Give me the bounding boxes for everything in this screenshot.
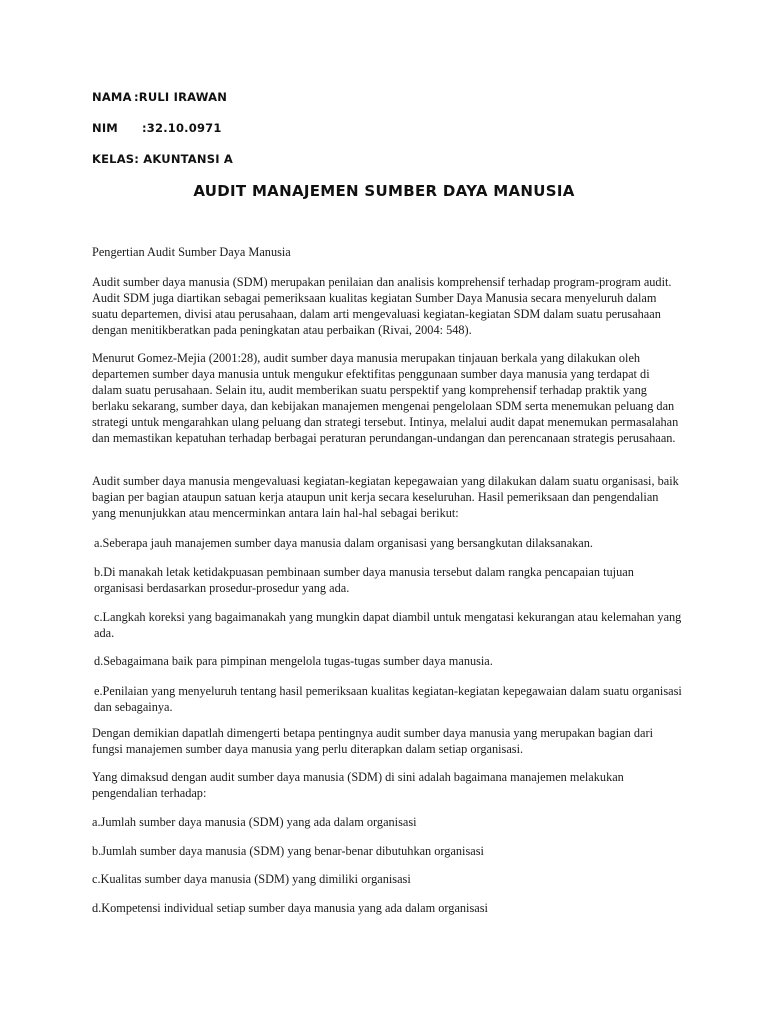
student-name-line bbox=[92, 90, 227, 104]
list-item-e: e.Penilaian yang menyeluruh tentang hasil pemeriksaan kualitas kegiatan-kegiatan kepegawaian dalam suatu organisasi dan sebagainya. bbox=[94, 684, 682, 714]
list-item-d: d.Sebagaimana baik para pimpinan mengelola tugas-tugas sumber daya manusia. bbox=[94, 654, 493, 668]
control-item-c: c.Kualitas sumber daya manusia (SDM) yang dimiliki organisasi bbox=[92, 872, 411, 886]
nim-value: :32.10.0971 bbox=[142, 121, 222, 135]
list-item-a: a.Seberapa jauh manajemen sumber daya manusia dalam organisasi yang bersangkutan dilaksanakan. bbox=[94, 536, 593, 550]
list-item-c: c.Langkah koreksi yang bagaimanakah yang mungkin dapat diambil untuk mengatasi kekurangan atau kelemahan yang ada. bbox=[94, 610, 682, 640]
class-value: : AKUNTANSI A bbox=[134, 152, 233, 166]
control-item-b: b.Jumlah sumber daya manusia (SDM) yang benar-benar dibutuhkan organisasi bbox=[92, 844, 484, 858]
paragraph-evaluation: Audit sumber daya manusia mengevaluasi kegiatan-kegiatan kepegawaian yang dilakukan dalam suatu organisasi, baik bagian per bagian ataupun satuan kerja ataupun unit kerja secara keseluruhan. Hasil pemeriksaan dan pengendalian yang menunjukkan atau mencerminkan antara lain hal-hal sebagai berikut: bbox=[92, 474, 679, 520]
section-heading: Pengertian Audit Sumber Daya Manusia bbox=[92, 245, 291, 259]
control-item-d: d.Kompetensi individual setiap sumber daya manusia yang ada dalam organisasi bbox=[92, 901, 488, 915]
control-item-a: a.Jumlah sumber daya manusia (SDM) yang ada dalam organisasi bbox=[92, 815, 417, 829]
class-label: KELAS bbox=[92, 152, 135, 166]
list-item-b: b.Di manakah letak ketidakpuasan pembinaan sumber daya manusia tersebut dalam rangka pencapaian tujuan organisasi berdasarkan prosedur-prosedur yang ada. bbox=[94, 565, 634, 595]
paragraph-control: Yang dimaksud dengan audit sumber daya manusia (SDM) di sini adalah bagaimana manajemen melakukan pengendalian terhadap: bbox=[92, 770, 624, 800]
student-nim-line bbox=[92, 121, 222, 135]
name-label: NAMA bbox=[92, 90, 132, 104]
document-title: AUDIT MANAJEMEN SUMBER DAYA MANUSIA bbox=[193, 182, 575, 200]
student-class-line bbox=[92, 152, 233, 166]
paragraph-definition: Audit sumber daya manusia (SDM) merupakan penilaian dan analisis komprehensif terhadap program-program audit. Audit SDM juga diartikan sebagai pemeriksaan kualitas kegiatan Sumber Daya Manusia secara menyeluruh dalam suatu departemen, divisi atau perusahaan, dalam arti mengevaluasi kegiatan-kegiatan SDM dalam suatu perusahaan dengan menitikberatkan pada peningkatan atau perbaikan (Rivai, 2004: 548). bbox=[92, 275, 672, 337]
name-value: :RULI IRAWAN bbox=[134, 90, 228, 104]
nim-label: NIM bbox=[92, 121, 118, 135]
paragraph-gomez-mejia: Menurut Gomez-Mejia (2001:28), audit sumber daya manusia merupakan tinjauan berkala yang dilakukan oleh departemen sumber daya manusia untuk mengukur efektifitas penggunaan sumber daya manusia yang terdapat di dalam suatu perusahaan. Selain itu, audit memberikan suatu perspektif yang komprehensif terhadap praktik yang berlaku sekarang, sumber daya, dan kebijakan manajemen mengenai pengelolaan SDM serta menemukan peluang dan strategi untuk mengarahkan ulang peluang dan strategi tersebut. Intinya, melalui audit dapat menemukan permasalahan dan memastikan kepatuhan terhadap berbagai peraturan perundangan-undangan dan perencanaan strategis perusahaan. bbox=[92, 351, 679, 445]
paragraph-conclusion: Dengan demikian dapatlah dimengerti betapa pentingnya audit sumber daya manusia yang merupakan bagian dari fungsi manajemen sumber daya manusia yang perlu diterapkan dalam setiap organisasi. bbox=[92, 726, 654, 756]
